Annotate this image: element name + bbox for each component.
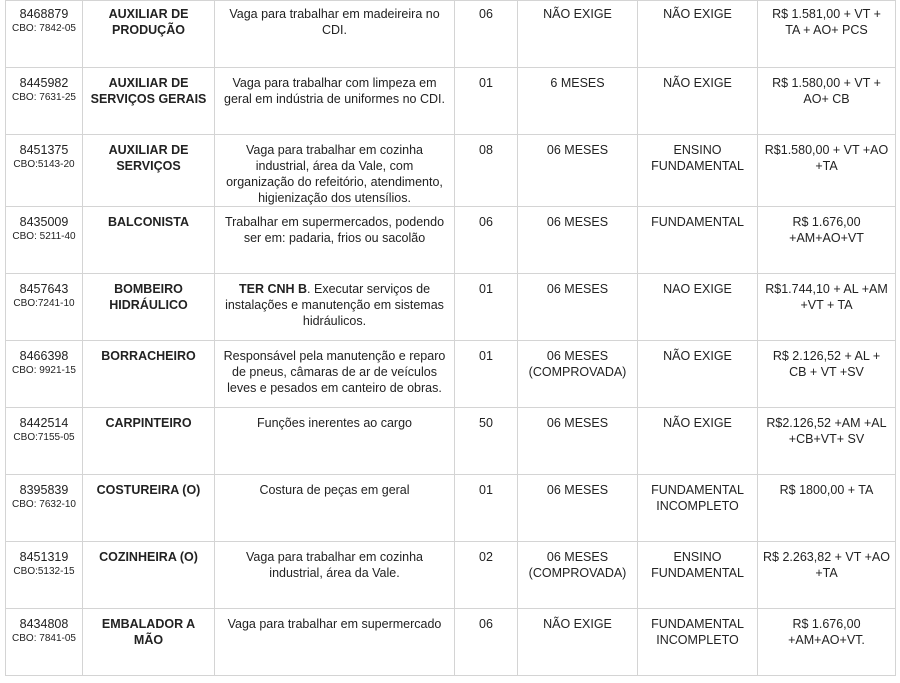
salary-benefits: R$ 2.263,82 + VT +AO +TA (758, 542, 896, 609)
vacancy-code: 8442514 (19, 416, 69, 430)
vacancy-code-cell (6, 1, 83, 68)
vacancy-quantity: 06 (455, 207, 518, 274)
vacancy-code-cell (6, 135, 83, 207)
job-description (215, 207, 455, 274)
vacancy-quantity: 02 (455, 542, 518, 609)
job-description (215, 475, 455, 542)
required-education: FUNDAMENTAL INCOMPLETO (638, 609, 758, 676)
vacancy-code: 8451375 (19, 143, 69, 157)
job-description (215, 135, 455, 207)
job-description-text: Trabalhar em supermercados, podendo ser em: padaria, frios ou sacolão (224, 215, 445, 245)
job-title: AUXILIAR DE PRODUÇÃO (83, 1, 215, 68)
job-description-text: Vaga para trabalhar em madeireira no CDI. (229, 7, 440, 37)
job-description-text: Funções inerentes ao cargo (257, 416, 412, 430)
required-experience: 06 MESES (518, 135, 638, 207)
required-experience: NÃO EXIGE (518, 609, 638, 676)
job-title: BOMBEIRO HIDRÁULICO (83, 274, 215, 341)
job-description (215, 341, 455, 408)
table-row (6, 207, 896, 274)
vacancy-code-cell (6, 408, 83, 475)
vacancy-code: 8457643 (19, 282, 69, 296)
table-row (6, 475, 896, 542)
job-description-text: Vaga para trabalhar com limpeza em geral em indústria de uniformes no CDI. (224, 76, 445, 106)
table-row (6, 135, 896, 207)
table-row (6, 341, 896, 408)
cbo-code: CBO:5132-15 (13, 566, 75, 577)
cbo-code: CBO: 9921-15 (12, 365, 76, 376)
salary-benefits: R$ 1800,00 + TA (758, 475, 896, 542)
salary-benefits: R$ 1.676,00 +AM+AO+VT. (758, 609, 896, 676)
vacancy-code-cell (6, 68, 83, 135)
job-description-text: . Executar serviços de instalações e manutenção em sistemas hidráulicos. (225, 282, 444, 328)
salary-benefits: R$ 2.126,52 + AL + CB + VT +SV (758, 341, 896, 408)
job-listings-body (6, 1, 896, 676)
vacancy-quantity: 01 (455, 475, 518, 542)
job-description (215, 68, 455, 135)
job-description (215, 1, 455, 68)
job-description-text: Vaga para trabalhar em supermercado (227, 617, 442, 631)
required-experience: 06 MESES (518, 408, 638, 475)
job-description-text: Costura de peças em geral (259, 483, 410, 497)
table-row (6, 609, 896, 676)
required-experience: 06 MESES (COMPROVADA) (518, 542, 638, 609)
required-education: NÃO EXIGE (638, 341, 758, 408)
job-description (215, 408, 455, 475)
required-experience: 06 MESES (COMPROVADA) (518, 341, 638, 408)
vacancy-code: 8451319 (19, 550, 69, 564)
cbo-code: CBO: 5211-40 (12, 231, 76, 242)
required-experience: 06 MESES (518, 274, 638, 341)
required-education: NÃO EXIGE (638, 408, 758, 475)
required-education: NAO EXIGE (638, 274, 758, 341)
job-title: BALCONISTA (83, 207, 215, 274)
vacancy-code: 8466398 (19, 349, 69, 363)
required-experience: 06 MESES (518, 475, 638, 542)
vacancy-code: 8445982 (19, 76, 69, 90)
salary-benefits: R$ 1.581,00 + VT + TA + AO+ PCS (758, 1, 896, 68)
job-description-text: Vaga para trabalhar em cozinha industrial, área da Vale, com organização do refeitório, atendimento, higienização dos utensílios. (226, 143, 443, 205)
vacancy-code-cell (6, 475, 83, 542)
vacancy-code-cell (6, 274, 83, 341)
vacancy-code: 8434808 (19, 617, 69, 631)
required-experience: 6 MESES (518, 68, 638, 135)
job-title: CARPINTEIRO (83, 408, 215, 475)
vacancy-quantity: 01 (455, 274, 518, 341)
required-experience: NÃO EXIGE (518, 1, 638, 68)
vacancy-quantity: 50 (455, 408, 518, 475)
required-experience: 06 MESES (518, 207, 638, 274)
vacancy-code: 8395839 (19, 483, 69, 497)
required-education: FUNDAMENTAL INCOMPLETO (638, 475, 758, 542)
vacancy-code-cell (6, 542, 83, 609)
cbo-code: CBO: 7631-25 (12, 92, 76, 103)
job-description-text: Responsável pela manutenção e reparo de pneus, câmaras de ar de veículos leves e pesados em canteiro de obras. (223, 349, 446, 395)
job-description-emphasis: TER CNH B (238, 282, 308, 296)
job-title: COZINHEIRA (O) (83, 542, 215, 609)
job-description (215, 274, 455, 341)
job-description (215, 542, 455, 609)
salary-benefits: R$2.126,52 +AM +AL +CB+VT+ SV (758, 408, 896, 475)
vacancy-quantity: 01 (455, 68, 518, 135)
table-row (6, 1, 896, 68)
job-description-text: Vaga para trabalhar em cozinha industrial, área da Vale. (246, 550, 423, 580)
vacancy-code: 8468879 (19, 7, 69, 21)
job-title: BORRACHEIRO (83, 341, 215, 408)
cbo-code: CBO:5143-20 (13, 159, 75, 170)
job-listings-table (5, 0, 896, 676)
cbo-code: CBO: 7842-05 (12, 23, 76, 34)
job-title: AUXILIAR DE SERVIÇOS GERAIS (83, 68, 215, 135)
vacancy-quantity: 08 (455, 135, 518, 207)
table-row (6, 542, 896, 609)
job-title: EMBALADOR A MÃO (83, 609, 215, 676)
job-title: AUXILIAR DE SERVIÇOS (83, 135, 215, 207)
vacancy-code: 8435009 (19, 215, 69, 229)
vacancy-quantity: 01 (455, 341, 518, 408)
vacancy-code-cell (6, 207, 83, 274)
required-education: NÃO EXIGE (638, 1, 758, 68)
cbo-code: CBO:7241-10 (13, 298, 75, 309)
vacancy-code-cell (6, 341, 83, 408)
cbo-code: CBO: 7632-10 (12, 499, 76, 510)
vacancy-quantity: 06 (455, 609, 518, 676)
vacancy-code-cell (6, 609, 83, 676)
required-education: NÃO EXIGE (638, 68, 758, 135)
salary-benefits: R$1.580,00 + VT +AO +TA (758, 135, 896, 207)
salary-benefits: R$ 1.676,00 +AM+AO+VT (758, 207, 896, 274)
required-education: ENSINO FUNDAMENTAL (638, 135, 758, 207)
vacancy-quantity: 06 (455, 1, 518, 68)
salary-benefits: R$ 1.580,00 + VT + AO+ CB (758, 68, 896, 135)
required-education: ENSINO FUNDAMENTAL (638, 542, 758, 609)
job-title: COSTUREIRA (O) (83, 475, 215, 542)
cbo-code: CBO:7155-05 (13, 432, 75, 443)
table-row (6, 68, 896, 135)
cbo-code: CBO: 7841-05 (12, 633, 76, 644)
table-row (6, 408, 896, 475)
required-education: FUNDAMENTAL (638, 207, 758, 274)
table-row (6, 274, 896, 341)
job-description (215, 609, 455, 676)
salary-benefits: R$1.744,10 + AL +AM +VT + TA (758, 274, 896, 341)
